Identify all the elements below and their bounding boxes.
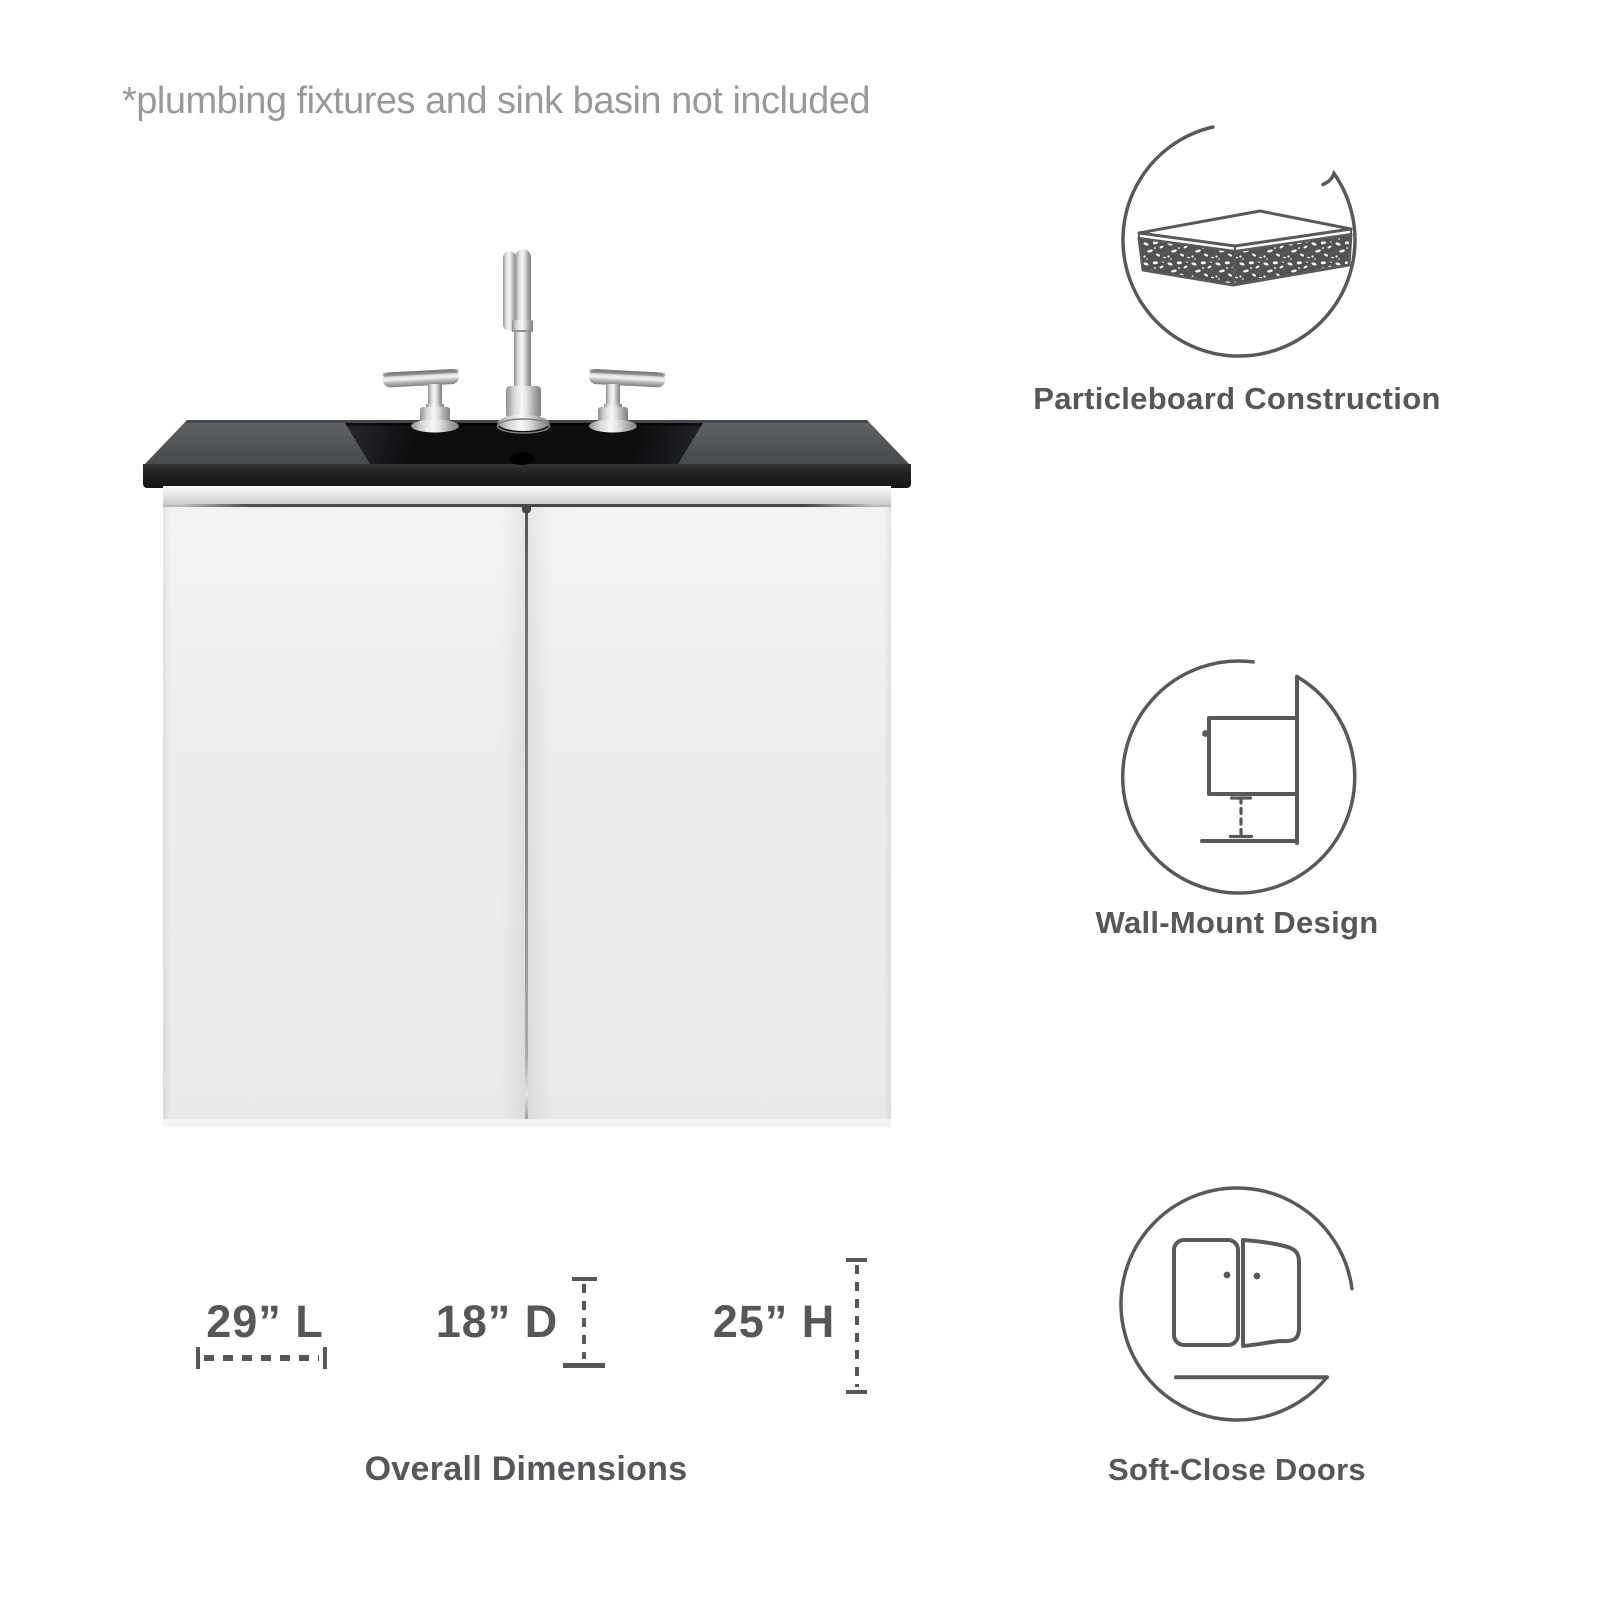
dashed-line bbox=[855, 1265, 859, 1387]
door-seam-notch bbox=[522, 507, 531, 513]
wall-mount-icon bbox=[1119, 657, 1359, 897]
feature-label-particleboard: Particleboard Construction bbox=[1033, 381, 1441, 416]
tick bbox=[846, 1390, 867, 1394]
disclaimer-text: *plumbing fixtures and sink basin not included bbox=[122, 80, 871, 122]
right-handle-graphic bbox=[589, 369, 666, 433]
overall-dimensions-caption: Overall Dimensions bbox=[364, 1450, 688, 1488]
height-dimension-label: 25” H bbox=[712, 1296, 836, 1347]
height-measure-line bbox=[846, 1258, 867, 1394]
tick bbox=[196, 1347, 200, 1369]
feature-label-soft-close: Soft-Close Doors bbox=[1108, 1452, 1366, 1487]
tick bbox=[323, 1347, 327, 1369]
depth-dimension-label: 18” D bbox=[435, 1296, 559, 1347]
door-seam bbox=[525, 507, 528, 1119]
feature-label-wall-mount: Wall-Mount Design bbox=[1095, 905, 1379, 940]
drain-hole bbox=[509, 452, 535, 465]
length-dimension-label: 29” L bbox=[206, 1296, 324, 1347]
tick bbox=[846, 1258, 867, 1262]
tick bbox=[572, 1277, 597, 1281]
left-door-shade bbox=[501, 507, 525, 1119]
spout-graphic bbox=[498, 249, 550, 433]
particleboard-icon bbox=[1119, 119, 1359, 361]
faucet-graphic bbox=[340, 235, 700, 440]
soft-close-icon bbox=[1117, 1184, 1357, 1424]
dashed-line bbox=[204, 1355, 319, 1361]
counter-front-edge bbox=[143, 464, 911, 488]
cabinet-bottom-edge bbox=[163, 1119, 891, 1127]
right-door-shade bbox=[528, 507, 552, 1119]
depth-measure-line bbox=[563, 1277, 605, 1368]
dashed-line bbox=[582, 1284, 586, 1359]
left-handle-graphic bbox=[383, 369, 460, 433]
length-measure-line bbox=[196, 1347, 327, 1369]
tick bbox=[563, 1363, 605, 1368]
